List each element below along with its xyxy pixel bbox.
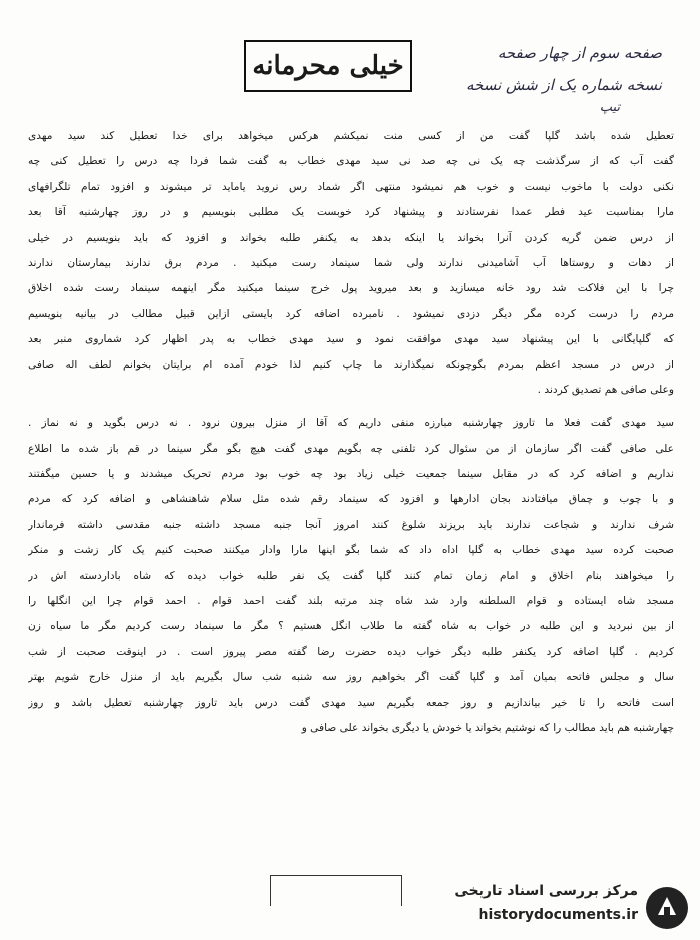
text-line: نداریم و اضافه کرد که در مقابل سینما جمعیت خیلی زیاد بود چه خوب بود مردم تحریک میشدند و یا حسین میگفتند	[28, 468, 674, 481]
page-footer	[0, 875, 700, 940]
text-line: کردیم . گلپا اضافه کرد یکنفر طلبه دیگر خواب دیده حضرت رضا گفته مصر پیروز است . در اینوقت صحبت از شب	[28, 645, 674, 658]
text-line: شرف ندارند و شجاعت ندارند باید بریزند شلوغ کنند امروز آنجا جنبه مسجد داشته جنبه مقدسی داشته فرماندار	[28, 518, 674, 531]
paragraph-gap	[28, 403, 674, 411]
text-line: از دهات و روستاها آب آشامیدنی ندارند ولی شما سینماد رست میکنید . مردم برق ندارند بیمارستان ندارند	[28, 256, 674, 269]
ink-stamp-mark	[270, 875, 402, 906]
text-line: مردم را درست کرده مگر دیگر دزدی نمیشود . نامبرده اضافه کرد بایستی ازاین قبیل مطالب در بیانیه بنویسیم	[28, 307, 674, 320]
text-line: تعطیل شده باشد گلپا گفت من از کسی منت نمیکشم هرکس میخواهد برای خدا تعطیل کند سید مهدی	[28, 130, 674, 142]
text-line: چرا با این فلاکت شد رود خانه میسازید و بعد میروید پول خرج سینما میکنید مگر اینهمه سینماد رست شده اخلاق	[28, 282, 674, 295]
text-line: گفت آب که از سرگذشت چه یک نی چه صد نی سید مهدی خطاب به گفت شما فردا چه درس را تعطیل کنی چه	[28, 155, 674, 168]
archive-url: historydocuments.ir	[478, 907, 638, 923]
text-line: مارا بمناسبت عید فطر عمدا نفرستادند و پیشنهاد کرد خوبست یک مطلبی بنویسیم و در روز چهارشنبه آقا بعد	[28, 206, 674, 219]
handwritten-note-line-3: تیپ	[599, 100, 620, 115]
text-line: سال و مجلس فاتحه بمیان آمد و گلپا گفت اگر بخواهیم روز سه شنبه شب سال بگیریم باید از منزل خارج شویم بهتر	[28, 671, 674, 684]
text-line: سید مهدی گفت فعلا ما تاروز چهارشنبه مبارزه منفی داریم که آقا از منزل بیرون نرود . نه درس بگوید و نه نماز .	[28, 417, 674, 430]
text-line: از بین نبردید و این طلبه در خواب به شاه گفته ما طلاب انگل هستیم ؟ مگر ما سینماد رست کردیم مگر ما سیاه زن	[28, 620, 674, 633]
text-line: نکنی دولت با ماخوب نیست و خوب هم نمیشود منتهی اگر شماد رس نروید یاماید تر میشوند و افزود تمام تلگرافهای	[28, 180, 674, 193]
document-title: خیلی محرمانه	[252, 51, 404, 81]
text-line: وعلی صافی هم تصدیق کردند .	[537, 383, 674, 396]
archive-logo-icon	[644, 885, 690, 931]
text-line: علی صافی گفت اگر سازمان از من سئوال کرد تلفنی چه بگویم مهدی گفت هیچ بگو مگر سینما در قم باز شده ما اطلاع	[28, 442, 674, 455]
handwritten-note-line-2: نسخه شماره یک از شش نسخه	[465, 76, 662, 94]
document-body	[28, 124, 674, 741]
text-line: را میخواهند بنام اخلاق و امام زمان تمام کنند گلپا گفت یک نفر طلبه خواب دیده که شاه باداردسته اش در	[28, 569, 674, 582]
text-line: صحبت کرده سید مهدی خطاب به گلپا اداه داد که شما بگو اینها مارا وادار میکنند صحبت کنیم یک کار زشت و منکر	[28, 544, 674, 557]
archive-name: مرکز بررسی اسناد تاریخی	[454, 883, 638, 899]
classification-title-box	[244, 40, 412, 92]
text-line: از درس در مسجد اعظم بمردم بگوچونکه نمیگذارند ما چاپ کنیم لذا خودم آمده ام برایتان بخوانم لطف اله صافی	[28, 358, 674, 371]
text-line: و با چوب و چماق میافتادند بجان ادارهها و افزود که سینماد رقم شده مثل سلام شاهنشاهی و اضافه کرد که مردم	[28, 493, 674, 506]
text-line: از درس ضمن گریه کردن آنرا بخواند یا اینکه بدهد به یکنفر طلبه بخواند و افزود که باید بنویسیم در خیلی	[28, 231, 674, 244]
text-line: که گلپایگانی با این پیشنهاد سید مهدی موافقت نمود و سید مهدی خطاب به پدر اظهار کرد شماروی منبر بعد	[28, 333, 674, 346]
text-line: مسجد شاه ایستاده و قوام السلطنه وارد شد شاه چند مرتبه بلند گفت احمد قوام . احمد قوام چرا این انگلها را	[28, 595, 674, 608]
text-line: چهارشنبه هم باید مطالب را که نوشتیم بخواند یا خودش یا دیگری بخواند علی صافی و	[301, 721, 674, 734]
text-line: است فاتحه را تا خیر بیاندازیم و روز جمعه بگیریم سید مهدی گفت درس باید تاروز چهارشنبه تعطیل باشد و روز	[28, 696, 674, 709]
handwritten-note-line-1: صفحه سوم از چهار صفحه	[497, 44, 662, 62]
